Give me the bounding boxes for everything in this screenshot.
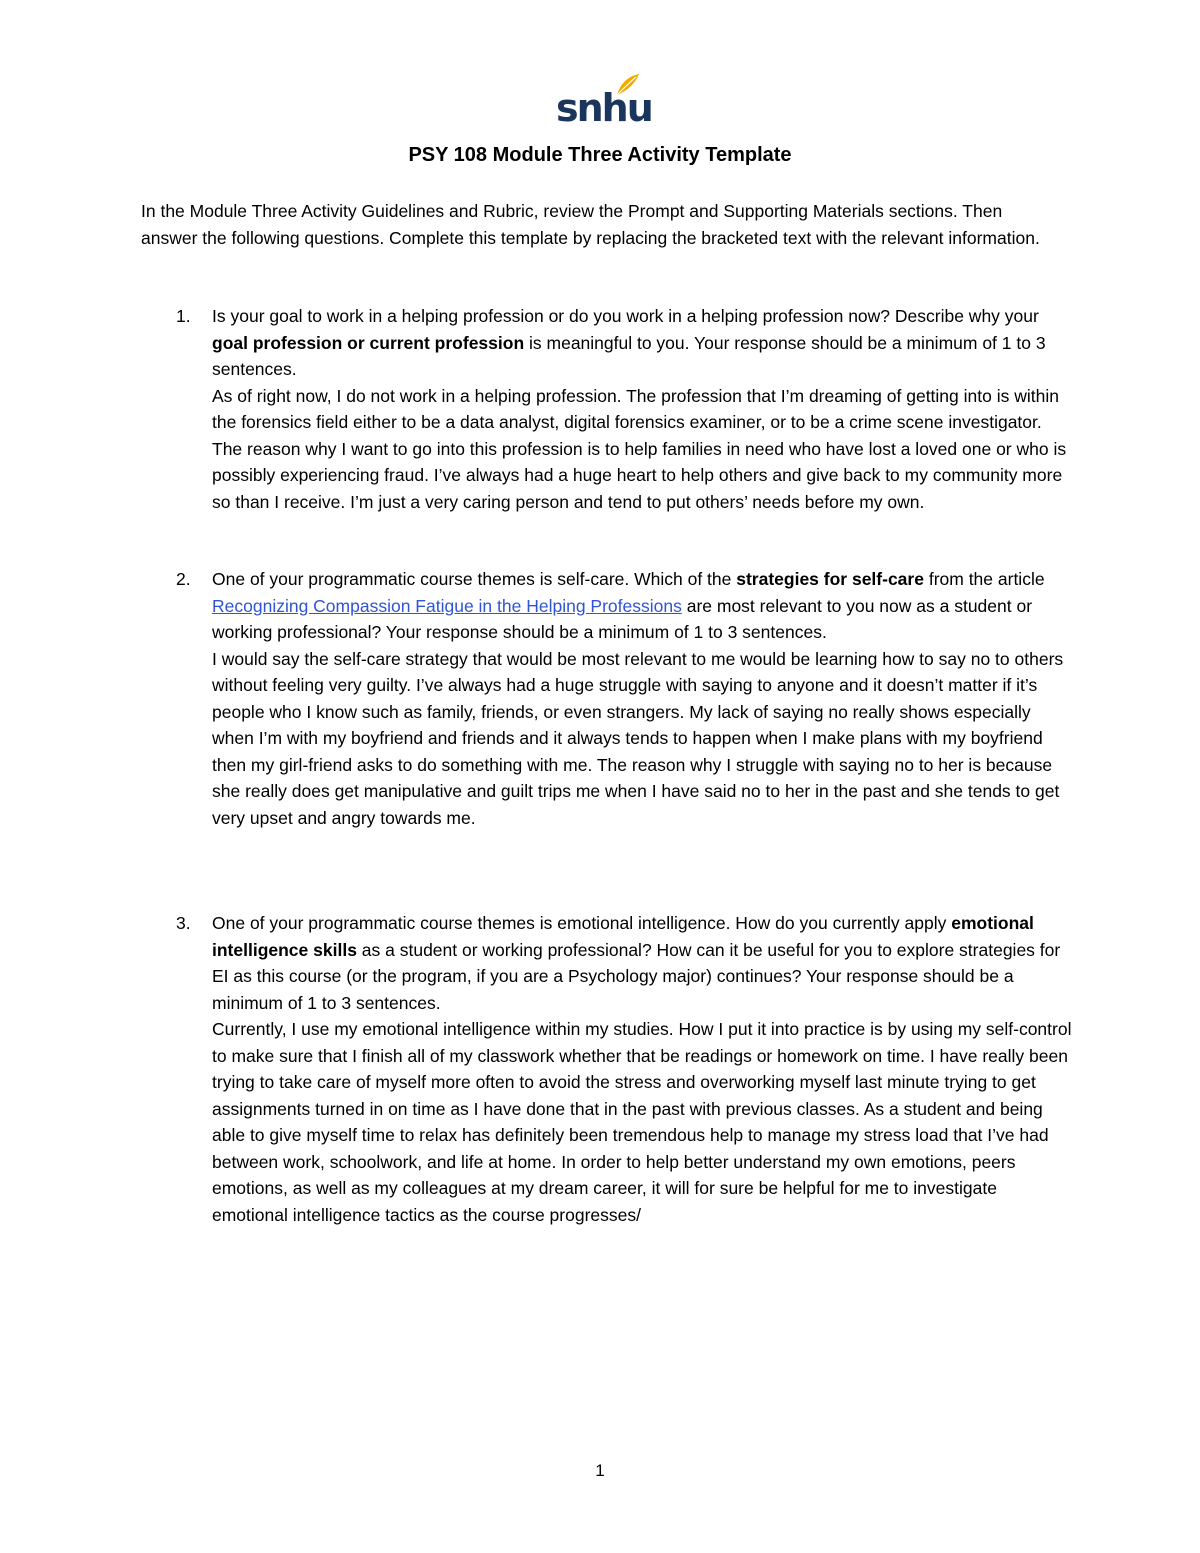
question-item-1 (176, 303, 1072, 515)
question-number: 3. (176, 913, 191, 933)
prompt-emphasis: goal profession or current profession (212, 332, 525, 353)
prompt-text: One of your programmatic course themes is self-care. Which of the (212, 569, 737, 589)
prompt-text: One of your programmatic course themes is emotional intelligence. How do you currently apply (212, 913, 952, 933)
question-number: 2. (176, 569, 191, 589)
page-number: 1 (595, 1461, 605, 1480)
logo-wordmark: snhu (556, 86, 652, 130)
answer-text: Currently, I use my emotional intelligence within my studies. How I put it into practice is by using my self-control to make sure that I finish all of my classwork whether that be readings or homework on time. I have really been trying to take care of myself more often to avoid the stress and overworking myself last minute trying to get assignments turned in on time as I have done that in the past with previous classes. As a student and being able to give myself time to relax has definitely been tremendous help to manage my stress load that I’ve had between work, schoolwork, and life at home. In order to help better understand my own emotions, peers emotions, as well as my colleagues at my dream career, it will for sure be helpful for me to investigate emotional intelligence tactics as the course progresses/ (212, 1019, 1072, 1225)
question-prompt (212, 566, 1072, 646)
answer-text: As of right now, I do not work in a helping profession. The profession that I’m dreaming of getting into is within the forensics field either to be a data analyst, digital forensics examiner, or to be a crime scene investigator. The reason why I want to go into this profession is to help families in need who have lost a loved one or who is possibly experiencing fraud. I’ve always had a huge heart to help others and give back to my community more so than I receive. I’m just a very caring person and tend to put others’ needs before my own. (212, 385, 1067, 512)
question-prompt (212, 303, 1072, 383)
question-item-2 (176, 566, 1072, 831)
question-prompt (212, 910, 1072, 1016)
answer-text: I would say the self-care strategy that would be most relevant to me would be learning how to say no to others without feeling very guilty. I’ve always had a huge struggle with saying to anyone and it doesn’t matter if it’s people who I know such as family, friends, or even strangers. My lack of saying no really shows especially when I’m with my boyfriend and friends and it always tends to happen when I make plans with my boyfriend then my girl-friend asks to do something with me. The reason why I struggle with saying no to her is because she really does get manipulative and guilt trips me when I have said no to her in the past and she tends to get very upset and angry towards me. (212, 648, 1064, 828)
document-title: PSY 108 Module Three Activity Template (408, 144, 792, 166)
prompt-text: as a student or working professional? How can it be useful for you to explore strategies for EI as this course (or the program, if you are a Psychology major) continues? Your response should be a minimum of 1 to 3 sentences. (212, 939, 1061, 1013)
prompt-text: are most relevant to you now as a student or working professional? Your response should be a minimum of 1 to 3 sentences. (212, 595, 1033, 642)
prompt-text: is meaningful to you. Your response should be a minimum of 1 to 3 sentences. (212, 332, 1046, 379)
prompt-text: from the article (923, 569, 1045, 589)
intro-paragraph: In the Module Three Activity Guidelines and Rubric, review the Prompt and Supporting Materials sections. Then answer the following questions. Complete this template by replacing the bracketed text with the relevant information. (141, 201, 1040, 248)
question-item-3 (176, 910, 1072, 1228)
snhu-logo (552, 72, 652, 132)
question-number: 1. (176, 306, 191, 326)
article-link[interactable]: Recognizing Compassion Fatigue in the Helping Professions (212, 595, 682, 616)
prompt-emphasis: emotional intelligence skills (212, 913, 1034, 960)
prompt-emphasis: strategies for self-care (736, 569, 924, 589)
prompt-text: Is your goal to work in a helping profession or do you work in a helping profession now? Describe why your (212, 306, 1039, 326)
